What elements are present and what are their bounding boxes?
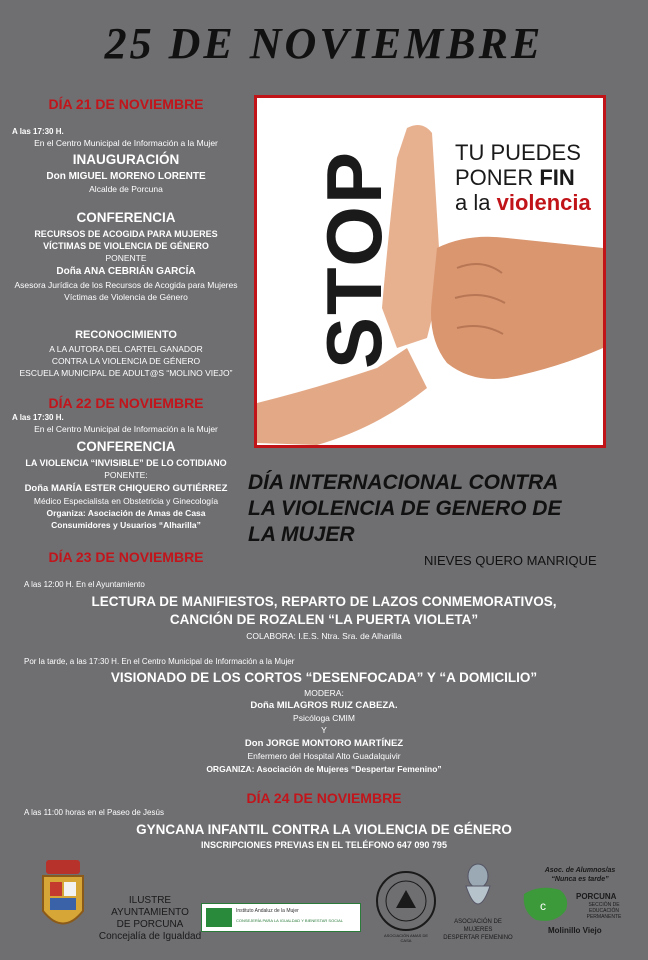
molinillo-text: Molinillo Viejo — [548, 926, 602, 935]
day3-mod2-role: Enfermero del Hospital Alto Guadalquivir — [247, 751, 401, 761]
day1-conf-l1: RECURSOS DE ACOGIDA PARA MUJERES — [34, 229, 218, 239]
day3-time2: Por la tarde, a las 17:30 H. En el Centro Municipal de Información a la Mujer — [24, 657, 295, 666]
day2-conf-l1: LA VIOLENCIA “INVISIBLE” DE LO COTIDIANO — [25, 458, 227, 468]
day4-time: A las 11:00 horas en el Paseo de Jesús — [24, 808, 164, 817]
seccion-text: SECCIÓN DE EDUCACIÓN PERMANENTE — [586, 902, 622, 920]
day2-organiza2: Consumidores y Usuarios “Alharilla” — [51, 520, 201, 530]
intl-line1: DÍA INTERNACIONAL CONTRA — [248, 471, 559, 494]
day1-inaug-name: Don MIGUEL MORENO LORENTE — [46, 171, 206, 182]
tagline-fin: FIN — [539, 165, 575, 190]
stop-poster-image — [254, 95, 606, 448]
day1-ponente-role2: Víctimas de Violencia de Género — [64, 292, 188, 302]
day1-time: A las 17:30 H. — [12, 127, 64, 136]
day2-ponente-name: Doña MARÍA ESTER CHIQUERO GUTIÉRREZ — [24, 483, 228, 494]
porcuna-text: PORCUNA — [576, 892, 617, 901]
intl-line2: LA VIOLENCIA DE GENERO DE — [248, 497, 562, 520]
tagline-poner: PONER — [455, 165, 540, 190]
tagline-line2 — [455, 165, 591, 190]
desp-line2: DESPERTAR FEMENINO — [443, 935, 513, 941]
poster-title: 25 DE NOVIEMBRE — [104, 19, 544, 68]
day3-modera: MODERA: — [304, 688, 344, 698]
day3-label: DÍA 23 DE NOVIEMBRE — [48, 549, 204, 565]
day4-line2: INSCRIPCIONES PREVIAS EN EL TELÉFONO 647 090 795 — [201, 840, 447, 850]
day3-line2: CANCIÓN DE ROZALEN “LA PUERTA VIOLETA” — [169, 612, 479, 627]
alumnos-line2: “Nunca es tarde” — [551, 876, 609, 883]
day3-mod1-role: Psicóloga CMIM — [293, 713, 355, 723]
day2-ponente: PONENTE: — [104, 470, 148, 480]
day1-inauguracion: INAUGURACIÓN — [72, 152, 180, 167]
day2-organiza: Organiza: Asociación de Amas de Casa — [46, 508, 206, 518]
stop-text: STOP — [309, 150, 398, 369]
day4-label: DÍA 24 DE NOVIEMBRE — [246, 790, 402, 806]
alumnos-line1: Asoc. de Alumnos/as — [544, 867, 616, 874]
day1-conf-l2: VÍCTIMAS DE VIOLENCIA DE GÉNERO — [43, 241, 209, 251]
day3-line1: LECTURA DE MANIFIESTOS, REPARTO DE LAZOS CONMEMORATIVOS, — [91, 594, 557, 609]
day3-mod2-name: Don JORGE MONTORO MARTÍNEZ — [244, 738, 404, 749]
svg-text:c: c — [540, 899, 546, 913]
poster-author: NIEVES QUERO MANRIQUE — [424, 553, 597, 568]
day4-line1: GYNCANA INFANTIL CONTRA LA VIOLENCIA DE GÉNERO — [136, 822, 512, 837]
junta-andalucia-logo — [201, 903, 361, 932]
ayto-line3: Concejalía de Igualdad — [98, 931, 202, 942]
junta-line1: Instituto Andaluz de la Mujer — [236, 908, 299, 914]
tagline-line1: TU PUEDES — [455, 140, 581, 165]
day1-ponente: PONENTE — [105, 253, 147, 263]
day1-recon-l1: A LA AUTORA DEL CARTEL GANADOR — [49, 344, 203, 354]
international-day-heading — [248, 470, 628, 548]
junta-flag-icon — [206, 908, 232, 927]
tagline-line3 — [455, 190, 591, 215]
tagline-a-la: a la — [455, 190, 497, 215]
day1-conf: CONFERENCIA — [76, 210, 176, 225]
alumnos-logo-title — [524, 866, 636, 884]
day2-label: DÍA 22 DE NOVIEMBRE — [48, 395, 204, 411]
day3-time: A las 12:00 H. En el Ayuntamiento — [24, 580, 145, 589]
amas-de-casa-seal — [375, 870, 437, 932]
day2-time: A las 17:30 H. — [12, 413, 64, 422]
ayto-line2: DE PORCUNA — [116, 919, 184, 930]
despertar-femenino-text — [440, 918, 516, 942]
ayto-line1: ILUSTRE AYUNTAMIENTO — [111, 895, 189, 918]
day1-ponente-role1: Asesora Jurídica de los Recursos de Acogida para Mujeres — [14, 280, 238, 290]
day2-ponente-role: Médico Especialista en Obstetricia y Ginecología — [33, 496, 219, 506]
day1-recon-l2: CONTRA LA VIOLENCIA DE GÉNERO — [51, 356, 201, 366]
day3-line3: VISIONADO DE LOS CORTOS “DESENFOCADA” Y “A DOMICILIO” — [110, 670, 538, 685]
tagline-violencia: violencia — [496, 190, 591, 215]
day1-place: En el Centro Municipal de Información a la Mujer — [34, 138, 218, 148]
intl-line3: LA MUJER — [248, 523, 355, 546]
day1-recon: RECONOCIMIENTO — [75, 329, 177, 341]
porcuna-coat-of-arms — [38, 856, 88, 938]
day1-inaug-role: Alcalde de Porcuna — [89, 184, 163, 194]
despertar-femenino-figure — [458, 862, 498, 914]
junta-line2: CONSEJERÍA PARA LA IGUALDAD Y BIENESTAR SOCIAL — [236, 918, 344, 923]
desp-line1: ASOCIACIÓN DE MUJERES — [454, 919, 502, 933]
day1-label: DÍA 21 DE NOVIEMBRE — [48, 96, 204, 112]
amas-de-casa-text: ASOCIACIÓN AMAS DE CASA — [384, 933, 429, 943]
ayuntamiento-logo-text — [98, 895, 202, 943]
day3-y: Y — [321, 725, 327, 735]
day3-colabora: COLABORA: I.E.S. Ntra. Sra. de Alharilla — [246, 631, 402, 641]
day1-ponente-name: Doña ANA CEBRIÁN GARCÍA — [56, 266, 196, 277]
day3-organiza: ORGANIZA: Asociación de Mujeres “Despertar Femenino” — [206, 764, 442, 774]
day2-place: En el Centro Municipal de Información a la Mujer — [34, 424, 218, 434]
day2-conf: CONFERENCIA — [76, 439, 176, 454]
poster-tagline — [455, 140, 591, 215]
day3-mod1-name: Doña MILAGROS RUIZ CABEZA. — [250, 700, 398, 711]
alumnos-green-map-icon — [520, 884, 572, 926]
day1-recon-l3: ESCUELA MUNICIPAL DE ADULT@S “MOLINO VIEJO” — [19, 368, 233, 378]
